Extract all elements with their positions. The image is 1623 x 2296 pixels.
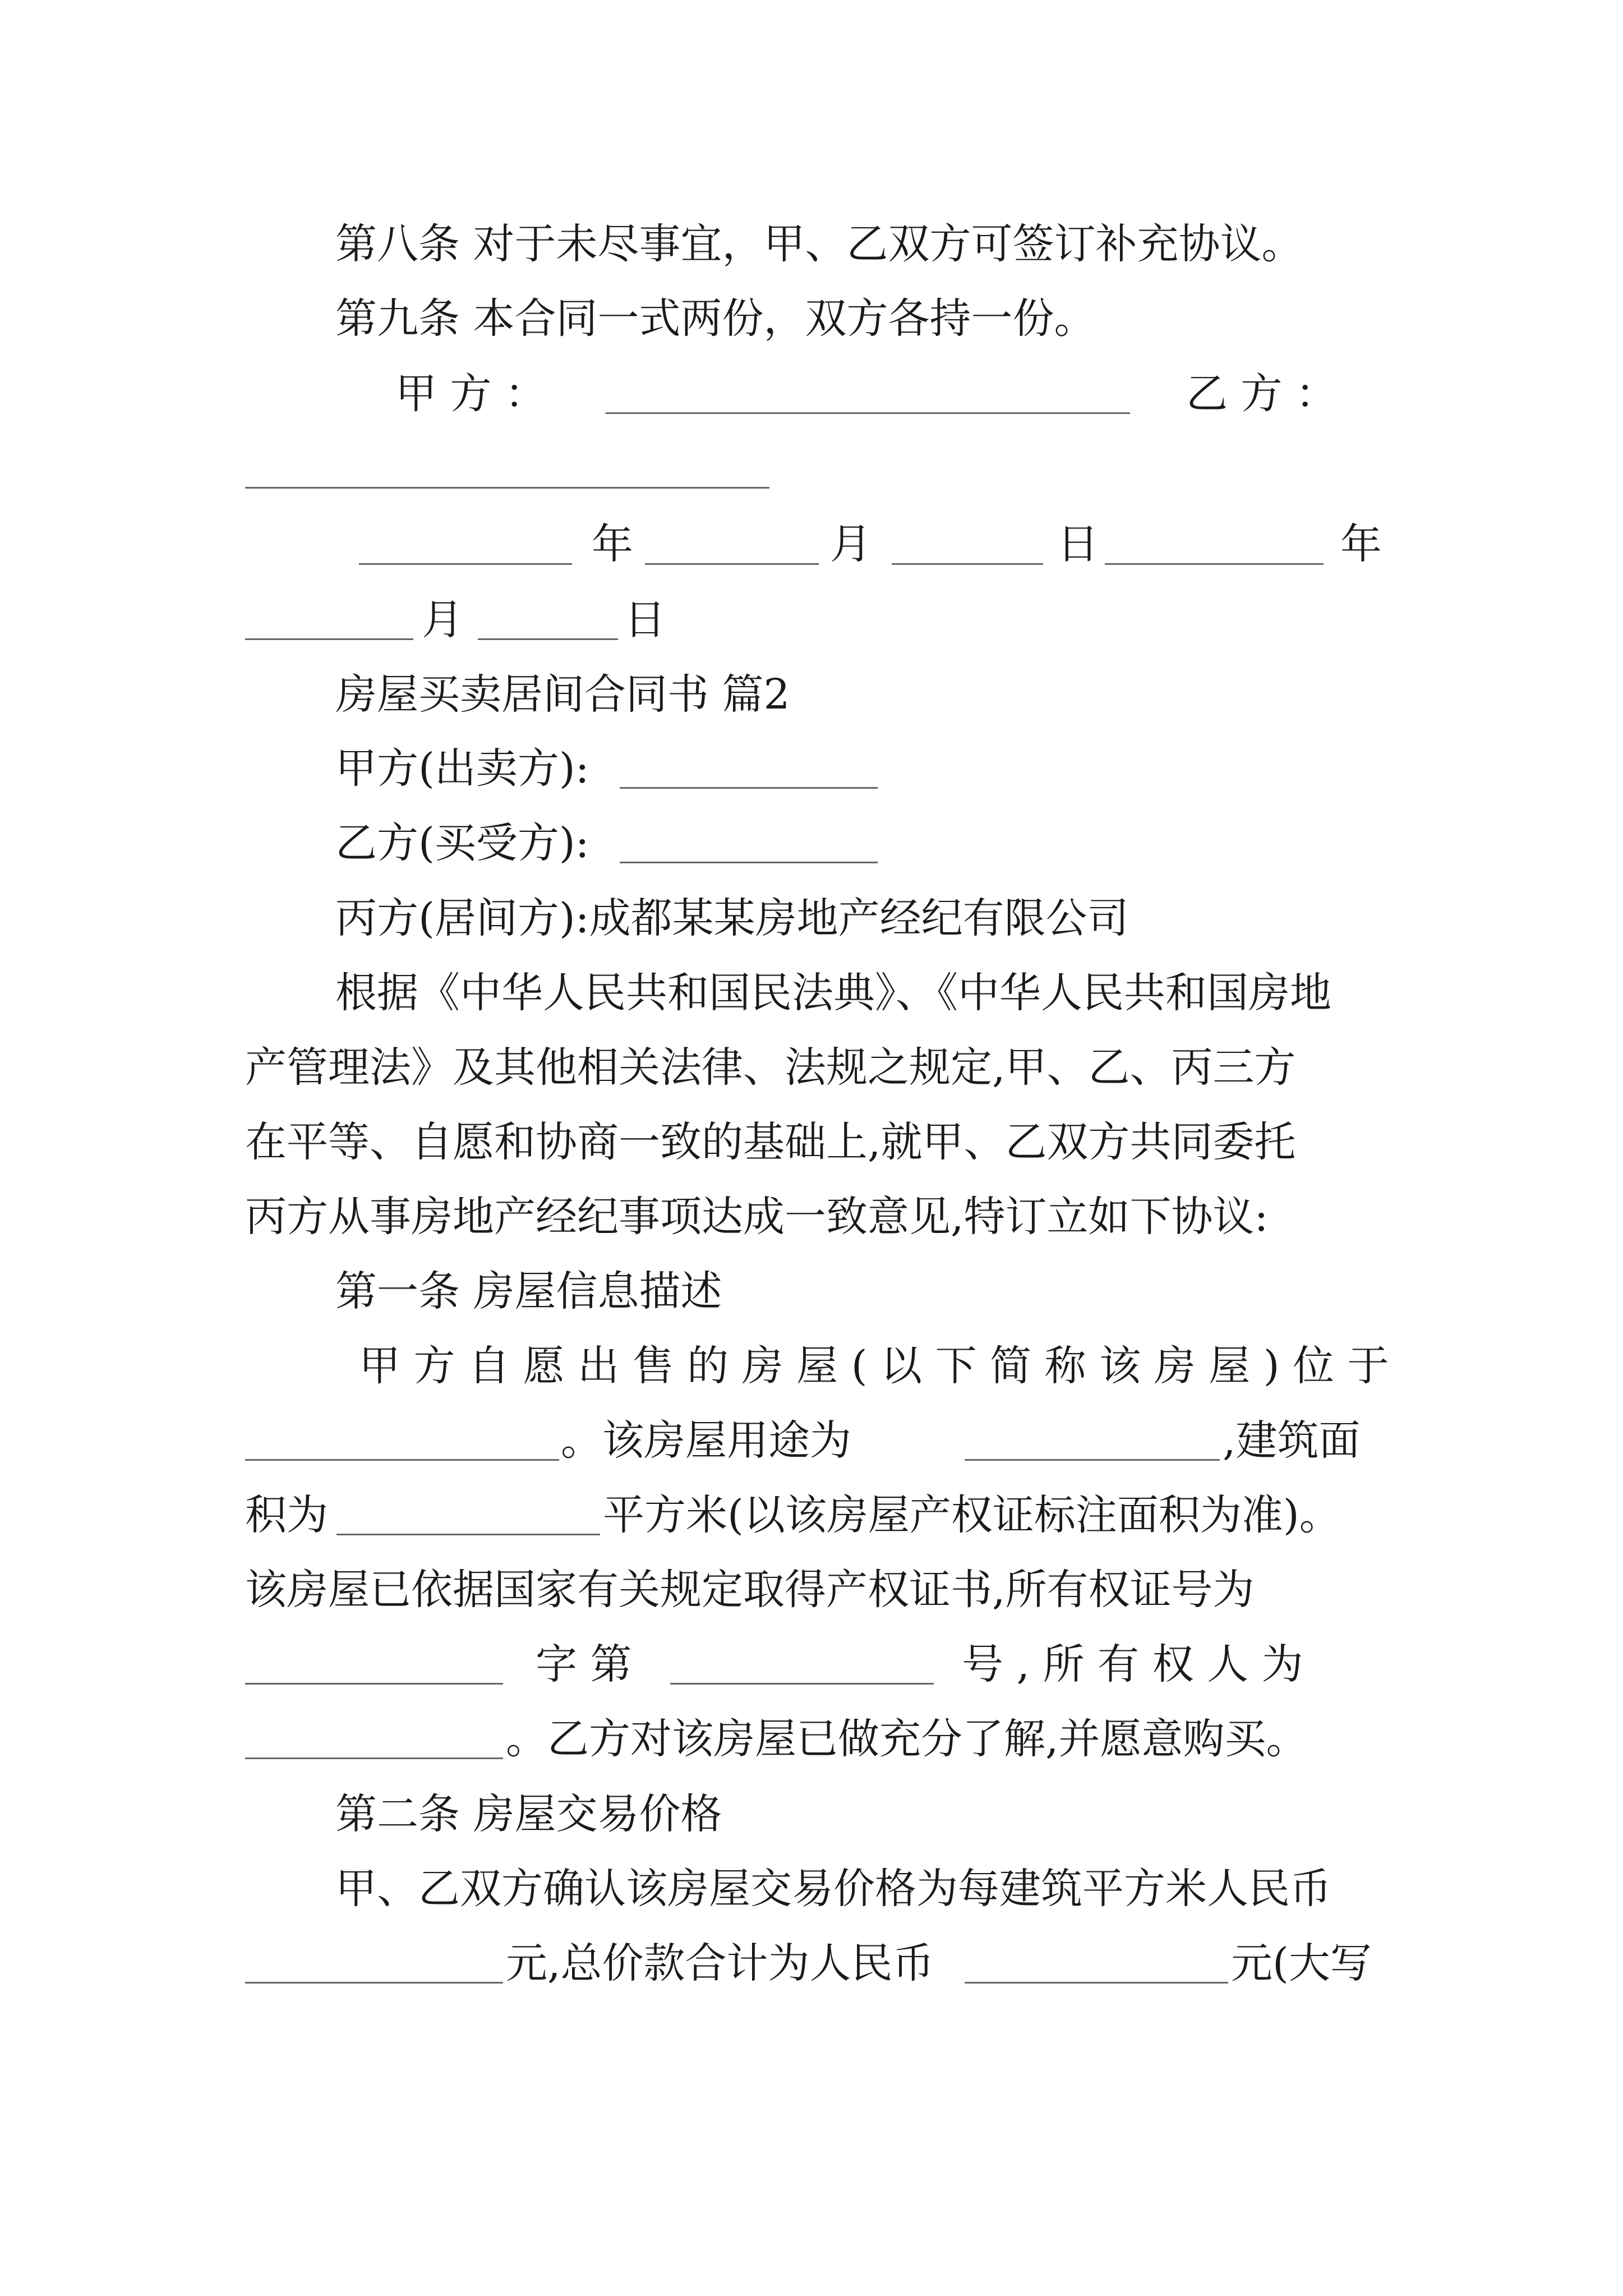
- party-c-label: 丙方(居间方):成都某某房地产经纪有限公司: [335, 894, 1129, 942]
- area-blank: [336, 1534, 600, 1535]
- day-blank-b: [478, 638, 618, 640]
- total-price-blank: [965, 1982, 1228, 1984]
- year-blank-b: [1105, 563, 1324, 565]
- article-1-text-2a: 。该房屋用途为: [561, 1416, 851, 1465]
- unit-price-blank: [245, 1982, 503, 1984]
- section-title-text: 房屋买卖居间合同书 篇2: [335, 670, 790, 719]
- usage-blank: [965, 1459, 1220, 1461]
- party-a-sign-blank: [606, 412, 1130, 414]
- article-2-text-2b: 元(大写: [1231, 1939, 1372, 1987]
- article-1-text-5b: 号 , 所 有 权 人 为: [962, 1640, 1303, 1688]
- party-b-blank: [620, 862, 878, 863]
- day-blank-a: [892, 563, 1043, 565]
- year-label-b: 年: [1340, 520, 1382, 568]
- intro-text-3: 在平等、自愿和协商一致的基础上,就甲、乙双方共同委托: [245, 1118, 1296, 1166]
- party-a-sign-label: 甲 方 ：: [395, 370, 547, 418]
- intro-text-1: 根据《中华人民共和国民法典》、《中华人民共和国房地: [335, 969, 1331, 1017]
- article-1-text-4: 该房屋已依据国家有关规定取得产权证书,所有权证号为: [245, 1566, 1255, 1614]
- party-b-sign-blank: [245, 487, 769, 489]
- cert-number-blank: [670, 1683, 934, 1685]
- party-a-blank: [620, 787, 878, 789]
- day-label-b: 日: [624, 596, 666, 644]
- cert-prefix-blank: [245, 1683, 503, 1685]
- party-a-label: 甲方(出卖方):: [335, 744, 589, 793]
- location-blank: [245, 1459, 559, 1461]
- article-1-text-6: 。乙方对该房屋已做充分了解,并愿意购买。: [506, 1715, 1308, 1763]
- month-label-b: 月: [422, 596, 463, 644]
- owner-blank: [245, 1757, 503, 1759]
- month-blank-b: [245, 638, 413, 640]
- article-8-text: 第八条 对于未尽事宜，甲、乙双方可签订补充协议。: [335, 220, 1303, 268]
- article-1-text-2b: ,建筑面: [1223, 1416, 1361, 1465]
- article-2-text-2a: 元,总价款合计为人民币: [506, 1939, 934, 1987]
- article-1-text-1: 甲 方 自 愿 出 售 的 房 屋 ( 以 下 简 称 该 房 屋 ) 位 于: [359, 1342, 1389, 1390]
- article-1-title-text: 第一条 房屋信息描述: [335, 1267, 722, 1315]
- article-1-text-5a: 字 第: [536, 1640, 632, 1688]
- party-b-sign-label: 乙 方 ：: [1186, 370, 1338, 418]
- article-1-text-3a: 积为: [245, 1491, 328, 1539]
- article-9-text: 第九条 本合同一式两份，双方各持一份。: [335, 295, 1096, 343]
- party-b-label: 乙方(买受方):: [335, 819, 589, 867]
- month-blank-a: [645, 563, 819, 565]
- article-2-title-text: 第二条 房屋交易价格: [335, 1790, 722, 1838]
- year-label-a: 年: [592, 520, 633, 568]
- day-label-a: 日: [1057, 520, 1099, 568]
- month-label-a: 月: [830, 520, 872, 568]
- intro-text-4: 丙方从事房地产经纪事项达成一致意见,特订立如下协议:: [245, 1193, 1269, 1241]
- article-1-text-3b: 平方米(以该房屋产权证标注面积为准)。: [603, 1491, 1341, 1539]
- article-2-text-1: 甲、乙双方确认该房屋交易价格为每建筑平方米人民币: [335, 1865, 1331, 1913]
- year-blank-a: [359, 563, 572, 565]
- intro-text-2: 产管理法》及其他相关法律、法规之规定,甲、乙、丙三方: [245, 1043, 1296, 1092]
